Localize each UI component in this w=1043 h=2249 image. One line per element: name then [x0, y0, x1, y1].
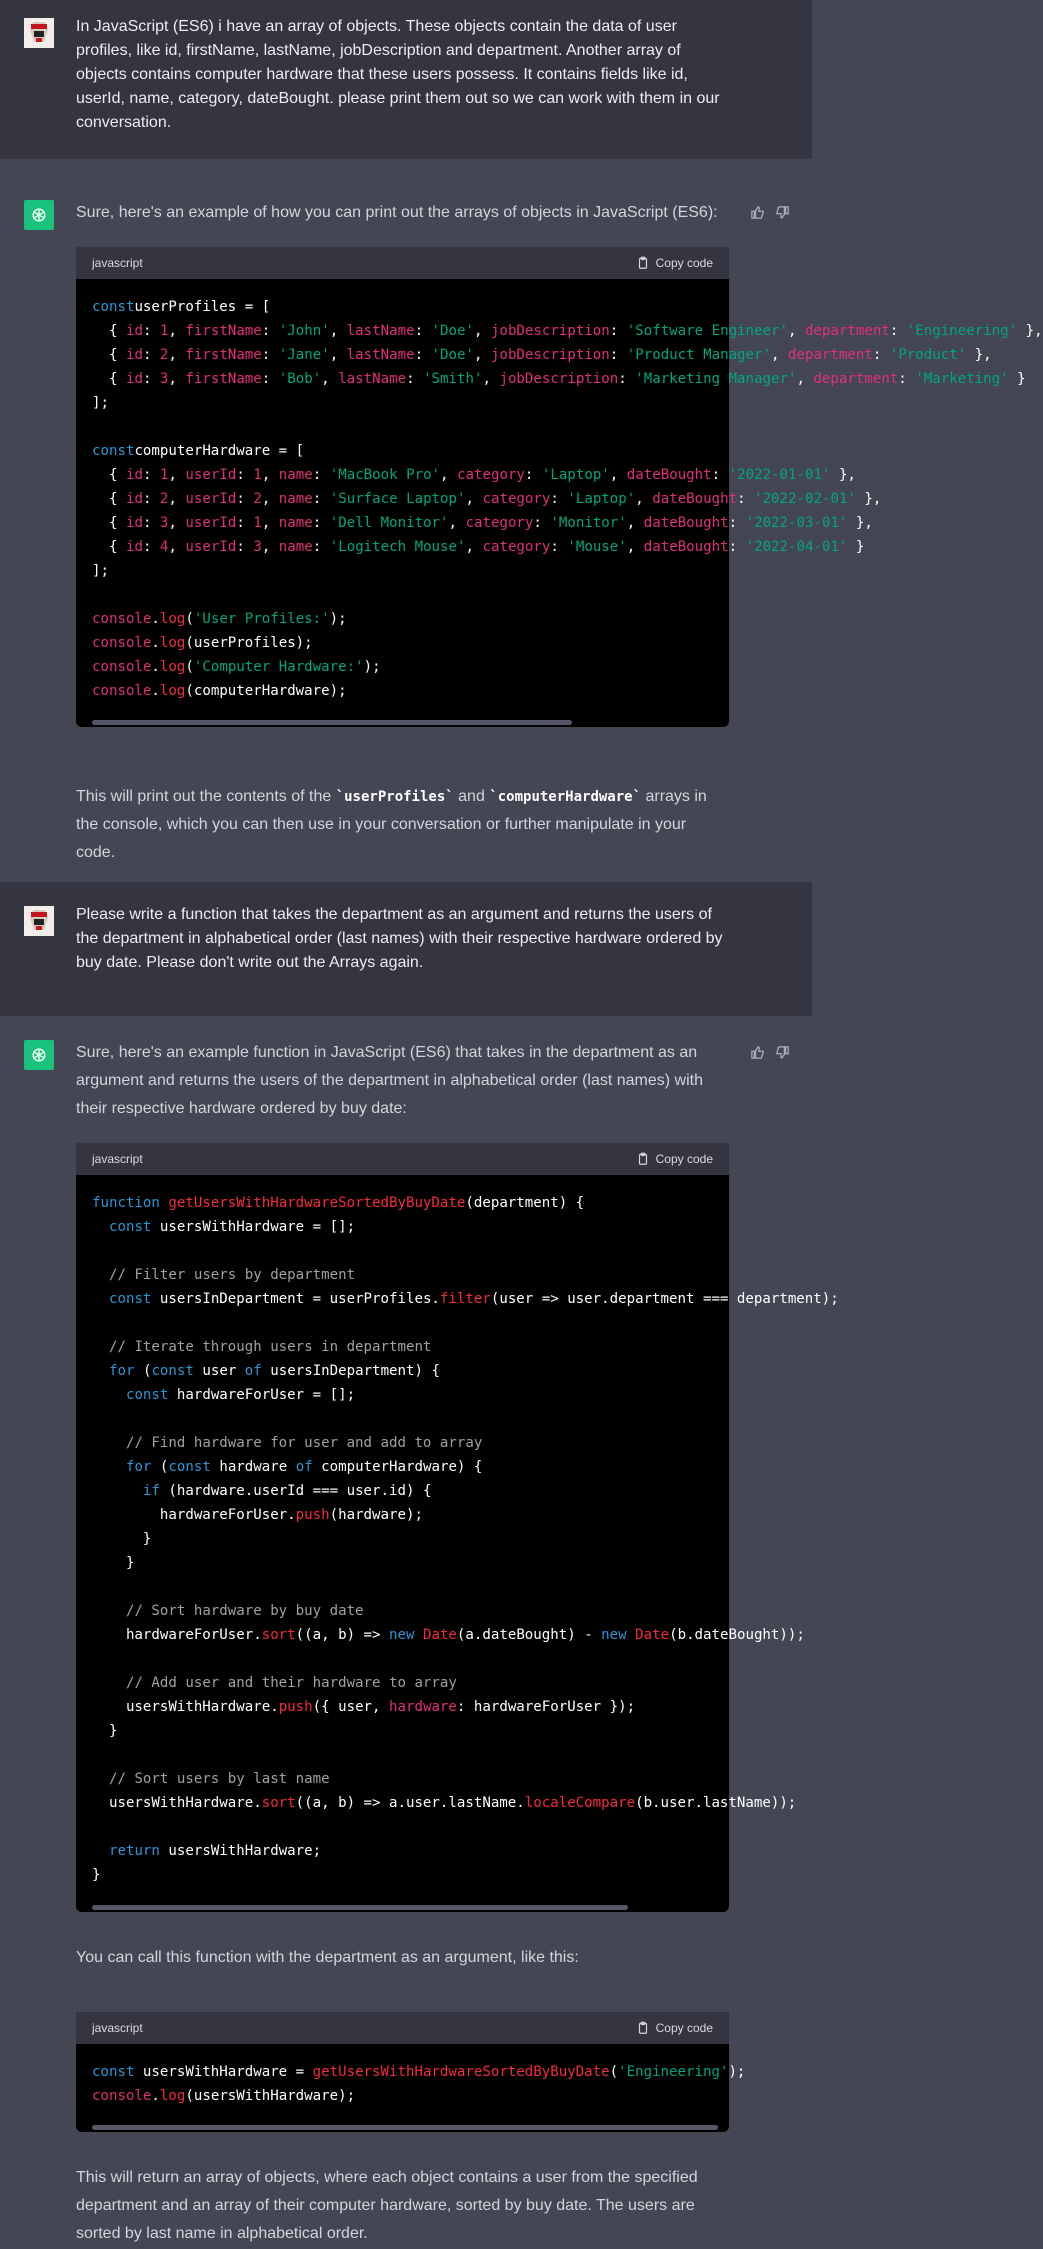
- code-block-1: [76, 247, 1043, 727]
- code-line: function getUsersWithHardwareSortedByBuyDate(department) {: [92, 1195, 585, 1211]
- code-line: // Filter users by department: [108, 1267, 356, 1283]
- outro-text-part: This will print out the contents of the: [76, 788, 336, 805]
- user-message-2: [0, 882, 812, 1016]
- assistant-avatar: [24, 1040, 54, 1070]
- outro-text-part: and: [453, 788, 490, 805]
- code-line: console.log(computerHardware);: [92, 683, 347, 699]
- code-line: [92, 1407, 713, 1431]
- code-line: [92, 1647, 713, 1671]
- assistant-middle-text: You can call this function with the department as an argument, like this:: [76, 1949, 579, 1966]
- code-content: [76, 1175, 839, 1903]
- assistant-avatar: [24, 200, 54, 230]
- code-line: const usersWithHardware = [];: [108, 1219, 356, 1235]
- code-line: const usersInDepartment = userProfiles.filter(user => user.department === department);: [108, 1291, 839, 1307]
- assistant-message-1: [0, 159, 1043, 882]
- code-language-label: javascript: [92, 256, 143, 270]
- copy-code-label: Copy code: [655, 1152, 713, 1166]
- code-line: [92, 1575, 713, 1599]
- copy-code-label: Copy code: [655, 256, 713, 270]
- assistant-message-2: [0, 1016, 839, 2249]
- openai-logo-icon: [29, 205, 49, 225]
- code-line: { id: 4, userId: 3, name: 'Logitech Mouse', category: 'Mouse', dateBought: '2022-04-01' }: [92, 539, 865, 555]
- code-block-2: [76, 1143, 839, 1912]
- code-content: [76, 2044, 746, 2124]
- code-line: if (hardware.userId === user.id) {: [142, 1483, 432, 1499]
- code-line: [92, 1815, 713, 1839]
- code-line: hardwareForUser.sort((a, b) => new Date(a.dateBought) - new Date(b.dateBought));: [92, 1627, 805, 1643]
- user-message-text: Please write a function that takes the department as an argument and returns the users of the department in alphabetical order (last names) with their respective hardware ordered by buy date. Please don't write out the Arrays again.: [76, 906, 723, 971]
- code-block-header: [76, 247, 729, 279]
- thumbs-down-icon[interactable]: [775, 1045, 790, 1060]
- code-line: // Iterate through users in department: [108, 1339, 432, 1355]
- code-content: [76, 279, 1043, 719]
- code-line: [92, 583, 713, 607]
- assistant-intro-text: Sure, here's an example of how you can print out the arrays of objects in JavaScript (ES6):: [76, 204, 718, 221]
- code-line: // Sort users by last name: [108, 1771, 330, 1787]
- code-line: [92, 1239, 713, 1263]
- code-line: ];: [92, 395, 109, 411]
- code-line: // Add user and their hardware to array: [125, 1675, 457, 1691]
- inline-code-computerHardware: `computerHardware`: [489, 789, 642, 805]
- thumbs-up-icon[interactable]: [750, 205, 765, 220]
- thumbs-up-icon[interactable]: [750, 1045, 765, 1060]
- code-line: }: [92, 1723, 118, 1739]
- code-line: console.log(userProfiles);: [92, 635, 313, 651]
- user-message-text: In JavaScript (ES6) i have an array of objects. These objects contain the data of user profiles, like id, firstName, lastName, jobDescription and department. Another array of objects contains computer hardware that these users possess. It contains fields like id, userId, name, category, dateBought. please print them out so we can work with them in our conversation.: [76, 18, 720, 131]
- code-language-label: javascript: [92, 2021, 143, 2035]
- outro-text-part: arrays in the console, which you can then use in your conversation or further manipulate in your code.: [76, 788, 707, 861]
- code-line: ];: [92, 563, 109, 579]
- clipboard-icon: [636, 1152, 650, 1166]
- code-line: { id: 2, userId: 2, name: 'Surface Laptop', category: 'Laptop', dateBought: '2022-02-01' },: [92, 491, 882, 507]
- assistant-outro-text: [76, 783, 726, 867]
- code-line: { id: 2, firstName: 'Jane', lastName: 'Doe', jobDescription: 'Product Manager', department: 'Product' },: [92, 347, 992, 363]
- code-block-3: [76, 2012, 746, 2132]
- code-line: constcomputerHardware = [: [92, 443, 305, 459]
- code-line: // Sort hardware by buy date: [125, 1603, 364, 1619]
- code-line: { id: 1, userId: 1, name: 'MacBook Pro', category: 'Laptop', dateBought: '2022-01-01' },: [92, 467, 856, 483]
- copy-code-label: Copy code: [655, 2021, 713, 2035]
- feedback-buttons: [750, 1045, 790, 1060]
- code-line: const usersWithHardware = getUsersWithHardwareSortedByBuyDate('Engineering');: [92, 2064, 746, 2080]
- code-line: { id: 3, firstName: 'Bob', lastName: 'Smith', jobDescription: 'Marketing Manager', department: 'Marketing' }: [92, 371, 1026, 387]
- code-line: const hardwareForUser = [];: [125, 1387, 356, 1403]
- code-line: console.log(usersWithHardware);: [92, 2088, 356, 2104]
- user-avatar: [24, 906, 54, 936]
- assistant-intro-text: Sure, here's an example function in JavaScript (ES6) that takes in the department as an argument and returns the users of the department in alphabetical order (last names) with their respective hardware ordered by buy date:: [76, 1044, 703, 1117]
- feedback-buttons: [750, 205, 790, 220]
- horizontal-scrollbar[interactable]: [92, 720, 572, 725]
- code-line: usersWithHardware.push({ user, hardware: hardwareForUser });: [92, 1699, 636, 1715]
- user-avatar: [24, 18, 54, 48]
- copy-code-button[interactable]: [636, 1152, 713, 1166]
- openai-logo-icon: [29, 1045, 49, 1065]
- code-line: [92, 1311, 713, 1335]
- code-language-label: javascript: [92, 1152, 143, 1166]
- code-line: [92, 1743, 713, 1767]
- clipboard-icon: [636, 256, 650, 270]
- code-block-header: [76, 1143, 729, 1175]
- code-line: for (const hardware of computerHardware) {: [125, 1459, 483, 1475]
- code-line: for (const user of usersInDepartment) {: [108, 1363, 440, 1379]
- code-line: return usersWithHardware;: [108, 1843, 322, 1859]
- code-line: { id: 1, firstName: 'John', lastName: 'Doe', jobDescription: 'Software Engineer', department: 'Engineering' },: [92, 323, 1043, 339]
- thumbs-down-icon[interactable]: [775, 205, 790, 220]
- assistant-outro-text: This will return an array of objects, where each object contains a user from the specified department and an array of their computer hardware, sorted by buy date. The users are sorted by last name in alphabetical order.: [76, 2169, 698, 2242]
- horizontal-scrollbar[interactable]: [92, 1905, 628, 1910]
- horizontal-scrollbar[interactable]: [92, 2125, 718, 2130]
- clipboard-icon: [636, 2021, 650, 2035]
- code-line: usersWithHardware.sort((a, b) => a.user.lastName.localeCompare(b.user.lastName));: [92, 1795, 797, 1811]
- code-line: hardwareForUser.push(hardware);: [92, 1507, 423, 1523]
- user-message-1: [0, 0, 812, 159]
- code-line: constuserProfiles = [: [92, 299, 271, 315]
- code-line: }: [92, 1555, 135, 1571]
- code-line: { id: 3, userId: 1, name: 'Dell Monitor', category: 'Monitor', dateBought: '2022-03-01' },: [92, 515, 873, 531]
- code-line: console.log('User Profiles:');: [92, 611, 347, 627]
- code-line: console.log('Computer Hardware:');: [92, 659, 381, 675]
- code-line: // Find hardware for user and add to array: [125, 1435, 483, 1451]
- code-line: }: [92, 1867, 101, 1883]
- copy-code-button[interactable]: [636, 2021, 713, 2035]
- code-line: }: [92, 1531, 152, 1547]
- code-block-header: [76, 2012, 729, 2044]
- copy-code-button[interactable]: [636, 256, 713, 270]
- code-line: [92, 415, 713, 439]
- inline-code-userProfiles: `userProfiles`: [335, 789, 454, 805]
